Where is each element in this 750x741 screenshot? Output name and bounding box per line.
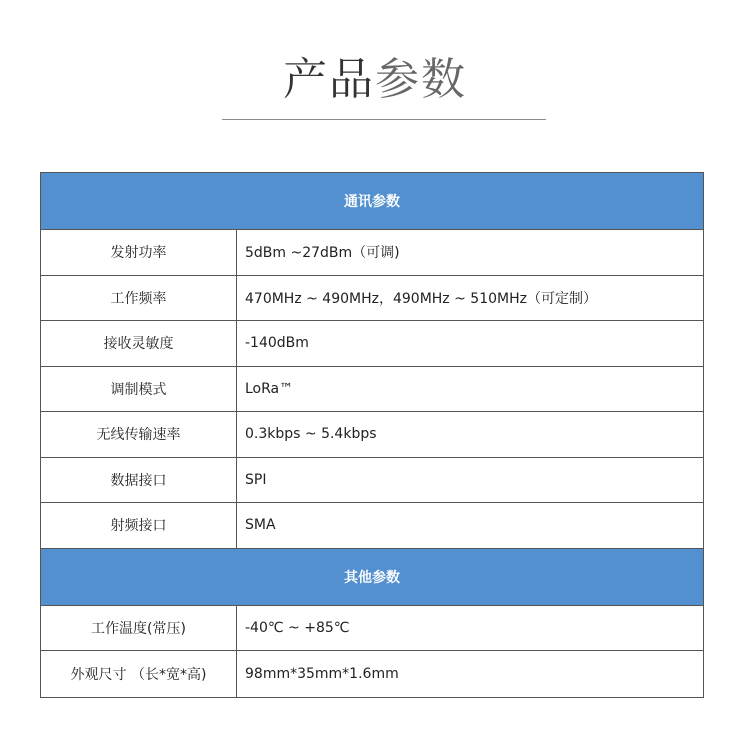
spec-table (40, 172, 704, 698)
table-row (41, 503, 703, 549)
row-value: 470MHz ~ 490MHz，490MHz ~ 510MHz（可定制） (245, 290, 597, 307)
row-label: 无线传输速率 (41, 412, 237, 457)
row-value: SMA (245, 517, 276, 534)
row-value: SPI (245, 471, 267, 488)
table-row (41, 230, 703, 276)
table-row (41, 458, 703, 504)
row-value: -140dBm (245, 335, 309, 352)
table-row (41, 651, 703, 697)
table-row (41, 606, 703, 652)
row-label: 射频接口 (41, 503, 237, 548)
row-label: 工作频率 (41, 276, 237, 321)
row-value: 5dBm ~27dBm（可调) (245, 245, 400, 262)
row-label: 数据接口 (41, 458, 237, 503)
section-header-other: 其他参数 (41, 549, 703, 606)
row-value: 98mm*35mm*1.6mm (245, 665, 399, 682)
row-label: 发射功率 (41, 230, 237, 275)
page-title-part2: 参数 (375, 54, 467, 105)
row-label: 接收灵敏度 (41, 321, 237, 366)
table-row (41, 367, 703, 413)
section-header-communication: 通讯参数 (41, 173, 703, 230)
row-value: -40℃ ~ +85℃ (245, 619, 350, 636)
page-title-part1: 产品 (283, 54, 375, 105)
table-row (41, 321, 703, 367)
title-divider (222, 119, 546, 120)
row-label: 外观尺寸 （长*宽*高) (41, 651, 237, 697)
page-title (0, 52, 750, 108)
row-label: 调制模式 (41, 367, 237, 412)
row-label: 工作温度(常压) (41, 606, 237, 651)
row-value: 0.3kbps ~ 5.4kbps (245, 426, 377, 443)
table-row (41, 276, 703, 322)
row-value: LoRa™ (245, 380, 294, 397)
table-row (41, 412, 703, 458)
